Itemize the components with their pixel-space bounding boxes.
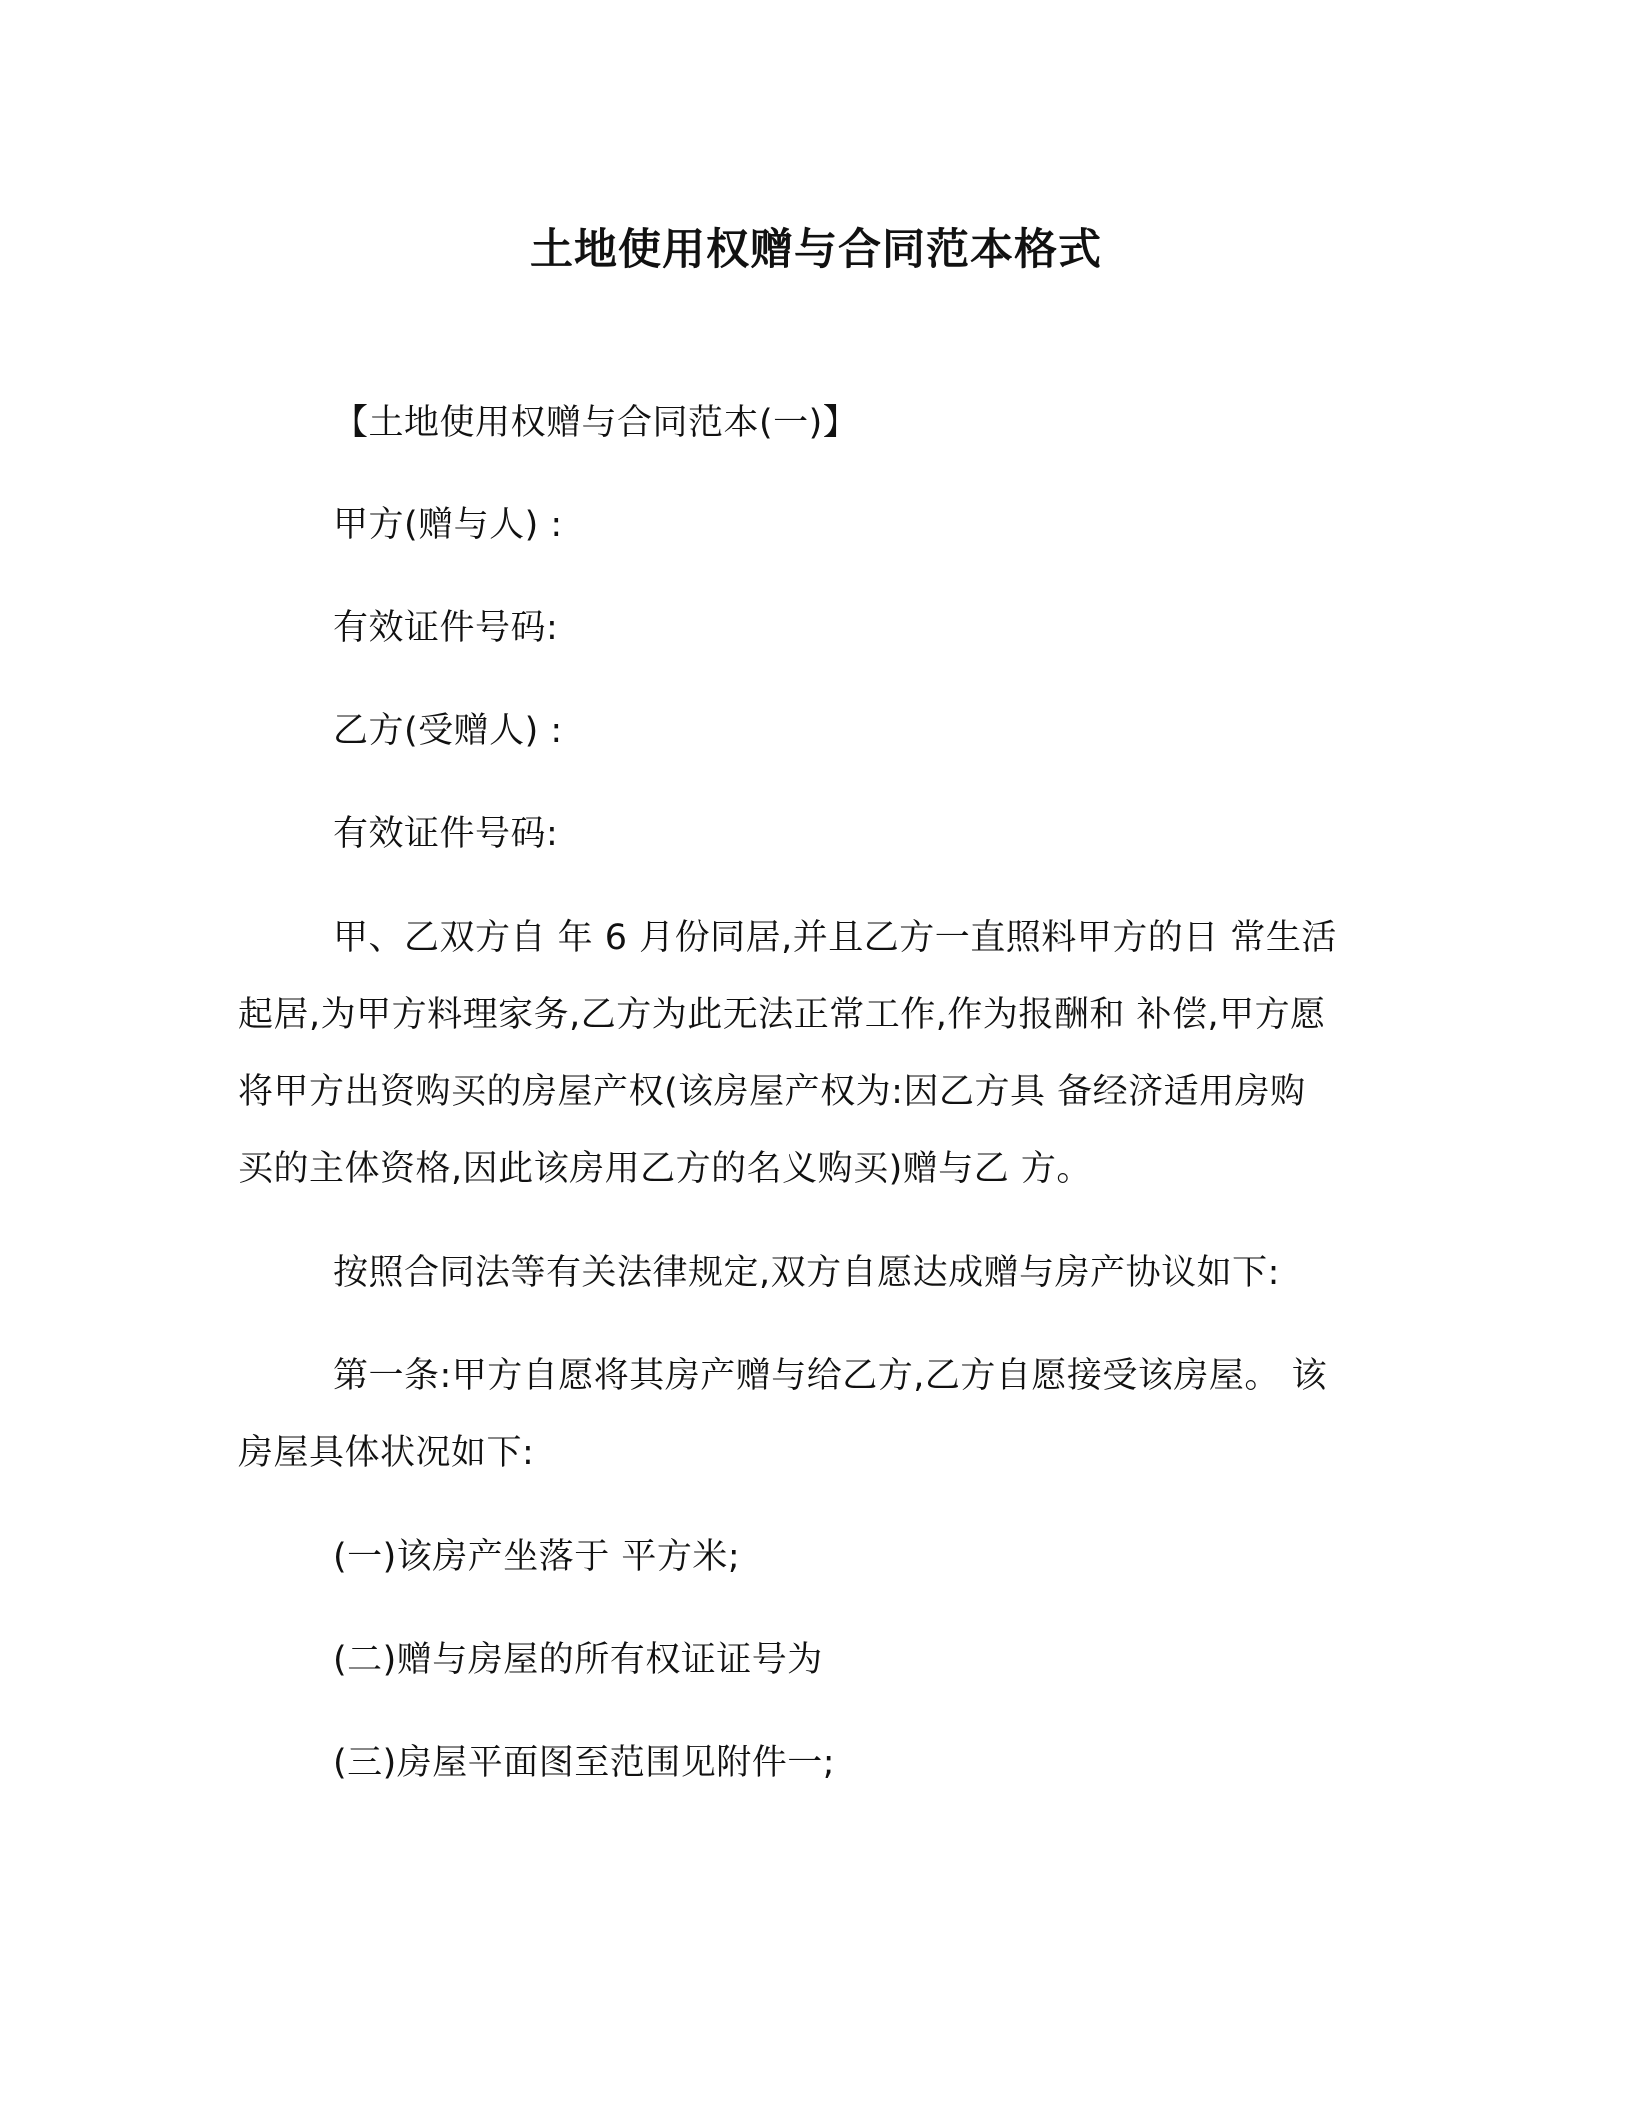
document-title: 土地使用权赠与合同范本格式	[530, 225, 1102, 275]
party-b-field: 乙方(受赠人) :	[333, 711, 563, 751]
section-heading: 【土地使用权赠与合同范本(一)】	[333, 403, 859, 443]
paragraph-1-line-1: 甲、乙双方自 年 6 月份同居,并且乙方一直照料甲方的日 常生活	[333, 918, 1337, 958]
paragraph-1-line-3: 将甲方出资购买的房屋产权(该房屋产权为:因乙方具 备经济适用房购	[238, 1072, 1306, 1112]
article-1-line-1: 第一条:甲方自愿将其房产赠与给乙方,乙方自愿接受该房屋。 该	[333, 1356, 1328, 1396]
paragraph-1-line-4: 买的主体资格,因此该房用乙方的名义购买)赠与乙 方。	[238, 1149, 1092, 1189]
party-a-field: 甲方(赠与人) :	[333, 505, 563, 545]
item-2: (二)赠与房屋的所有权证证号为	[333, 1640, 823, 1680]
paragraph-2: 按照合同法等有关法律规定,双方自愿达成赠与房产协议如下:	[333, 1253, 1280, 1293]
item-3: (三)房屋平面图至范围见附件一;	[333, 1743, 836, 1783]
party-b-id-field: 有效证件号码:	[333, 814, 559, 854]
paragraph-1-line-2: 起居,为甲方料理家务,乙方为此无法正常工作,作为报酬和 补偿,甲方愿	[238, 995, 1326, 1035]
item-1: (一)该房产坐落于 平方米;	[333, 1537, 741, 1577]
party-a-id-field: 有效证件号码:	[333, 608, 559, 648]
article-1-line-2: 房屋具体状况如下:	[238, 1433, 535, 1473]
